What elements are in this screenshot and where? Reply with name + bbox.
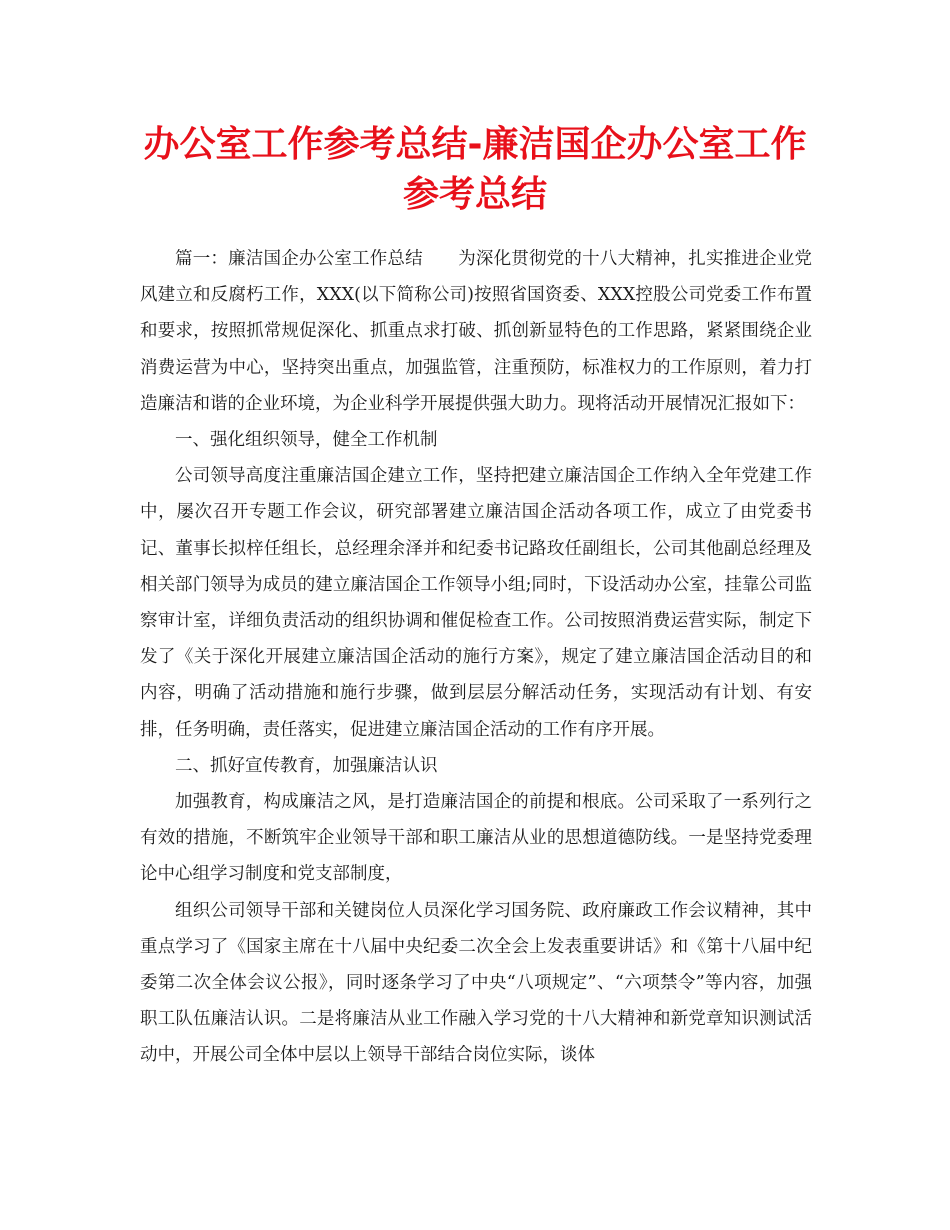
section-heading-1: 一、强化组织领导，健全工作机制	[175, 430, 438, 451]
paragraph-section-2a: 加强教育，构成廉洁之风，是打造廉洁国企的前提和根底。公司采取了一系列行之有效的措施，不断筑牢企业领导干部和职工廉洁从业的思想道德防线。一是坚持党委理论中心组学习制度和党支部制度，	[140, 792, 812, 885]
document-title: 办公室工作参考总结-廉洁国企办公室工作参考总结	[143, 124, 807, 215]
paragraph-intro: 篇一：廉洁国企办公室工作总结 为深化贯彻党的十八大精神，扎实推进企业党风建立和反腐朽工作，XXX(以下简称公司)按照省国资委、XXX控股公司党委工作布置和要求，按照抓常规促深化、抓重点求打破、抓创新显特色的工作思路，紧紧围绕企业消费运营为中心，坚持突出重点，加强监管，注重预防，标准权力的工作原则，着力打造廉洁和谐的企业环境，为企业科学开展提供强大助力。现将活动开展情况汇报如下：	[140, 249, 812, 414]
section-heading-2: 二、抓好宣传教育，加强廉洁认识	[175, 755, 438, 776]
paragraph-section-1: 公司领导高度注重廉洁国企建立工作，坚持把建立廉洁国企工作纳入全年党建工作中，屡次召开专题工作会议，研究部署建立廉洁国企活动各项工作，成立了由党委书记、董事长拟梓任组长，总经理余泽并和纪委书记路玫任副组长，公司其他副总经理及相关部门领导为成员的建立廉洁国企工作领导小组;同时，下设活动办公室，挂靠公司监察审计室，详细负责活动的组织协调和催促检查工作。公司按照消费运营实际，制定下发了《关于深化开展建立廉洁国企活动的施行方案》，规定了建立廉洁国企活动目的和内容，明确了活动措施和施行步骤，做到层层分解活动任务，实现活动有计划、有安排，任务明确，责任落实，促进建立廉洁国企活动的工作有序开展。	[140, 466, 812, 740]
document-body	[140, 241, 812, 1074]
paragraph-section-2b: 组织公司领导干部和关键岗位人员深化学习国务院、政府廉政工作会议精神，其中重点学习了《国家主席在十八届中央纪委二次全会上发表重要讲话》和《第十八届中纪委第二次全体会议公报》，同时逐条学习了中央“八项规定”、“六项禁令”等内容，加强职工队伍廉洁认识。二是将廉洁从业工作融入学习党的十八大精神和新党章知识测试活动中，开展公司全体中层以上领导干部结合岗位实际，谈体	[140, 900, 812, 1066]
